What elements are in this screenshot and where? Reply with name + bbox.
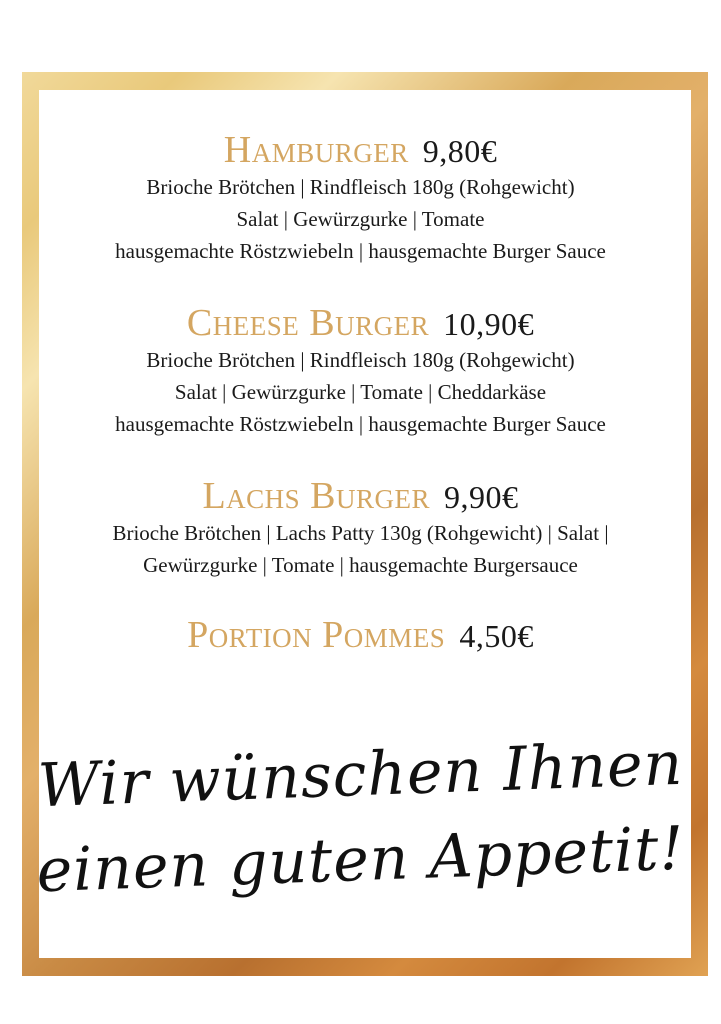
item-description-line: Brioche Brötchen | Lachs Patty 130g (Rohgewicht) | Salat | (112, 521, 609, 545)
item-description-line: Brioche Brötchen | Rindfleisch 180g (Rohgewicht) (146, 175, 575, 199)
item-price: 4,50€ (459, 618, 534, 654)
closing-line-1: Wir wünschen Ihnen (36, 728, 685, 822)
item-name: Portion Pommes (187, 614, 446, 656)
menu-item-title (0, 303, 721, 344)
menu-item-title (0, 476, 721, 517)
item-description-line: hausgemachte Röstzwiebeln | hausgemachte Burger Sauce (115, 412, 606, 436)
item-name: Hamburger (223, 129, 409, 171)
menu-item-title (0, 615, 721, 656)
menu-item-lachs-burger (0, 476, 721, 581)
item-price: 9,90€ (444, 479, 519, 515)
menu-item-cheese-burger (0, 303, 721, 440)
item-description-line: hausgemachte Röstzwiebeln | hausgemachte Burger Sauce (115, 239, 606, 263)
item-name: Lachs Burger (202, 475, 431, 517)
item-description-line: Gewürzgurke | Tomate | hausgemachte Burgersauce (143, 553, 578, 577)
item-description-line: Salat | Gewürzgurke | Tomate | Cheddarkäse (174, 380, 547, 404)
menu-item-hamburger (0, 130, 721, 267)
closing-line-2: einen guten Appetit! (35, 813, 686, 907)
item-description-line: Salat | Gewürzgurke | Tomate (236, 207, 485, 231)
item-price: 10,90€ (443, 306, 535, 342)
item-price: 9,80€ (422, 133, 498, 169)
item-name: Cheese Burger (186, 302, 430, 344)
menu-item-title (0, 130, 721, 171)
menu-item-portion-pommes (0, 615, 721, 656)
item-description-line: Brioche Brötchen | Rindfleisch 180g (Rohgewicht) (146, 348, 575, 372)
